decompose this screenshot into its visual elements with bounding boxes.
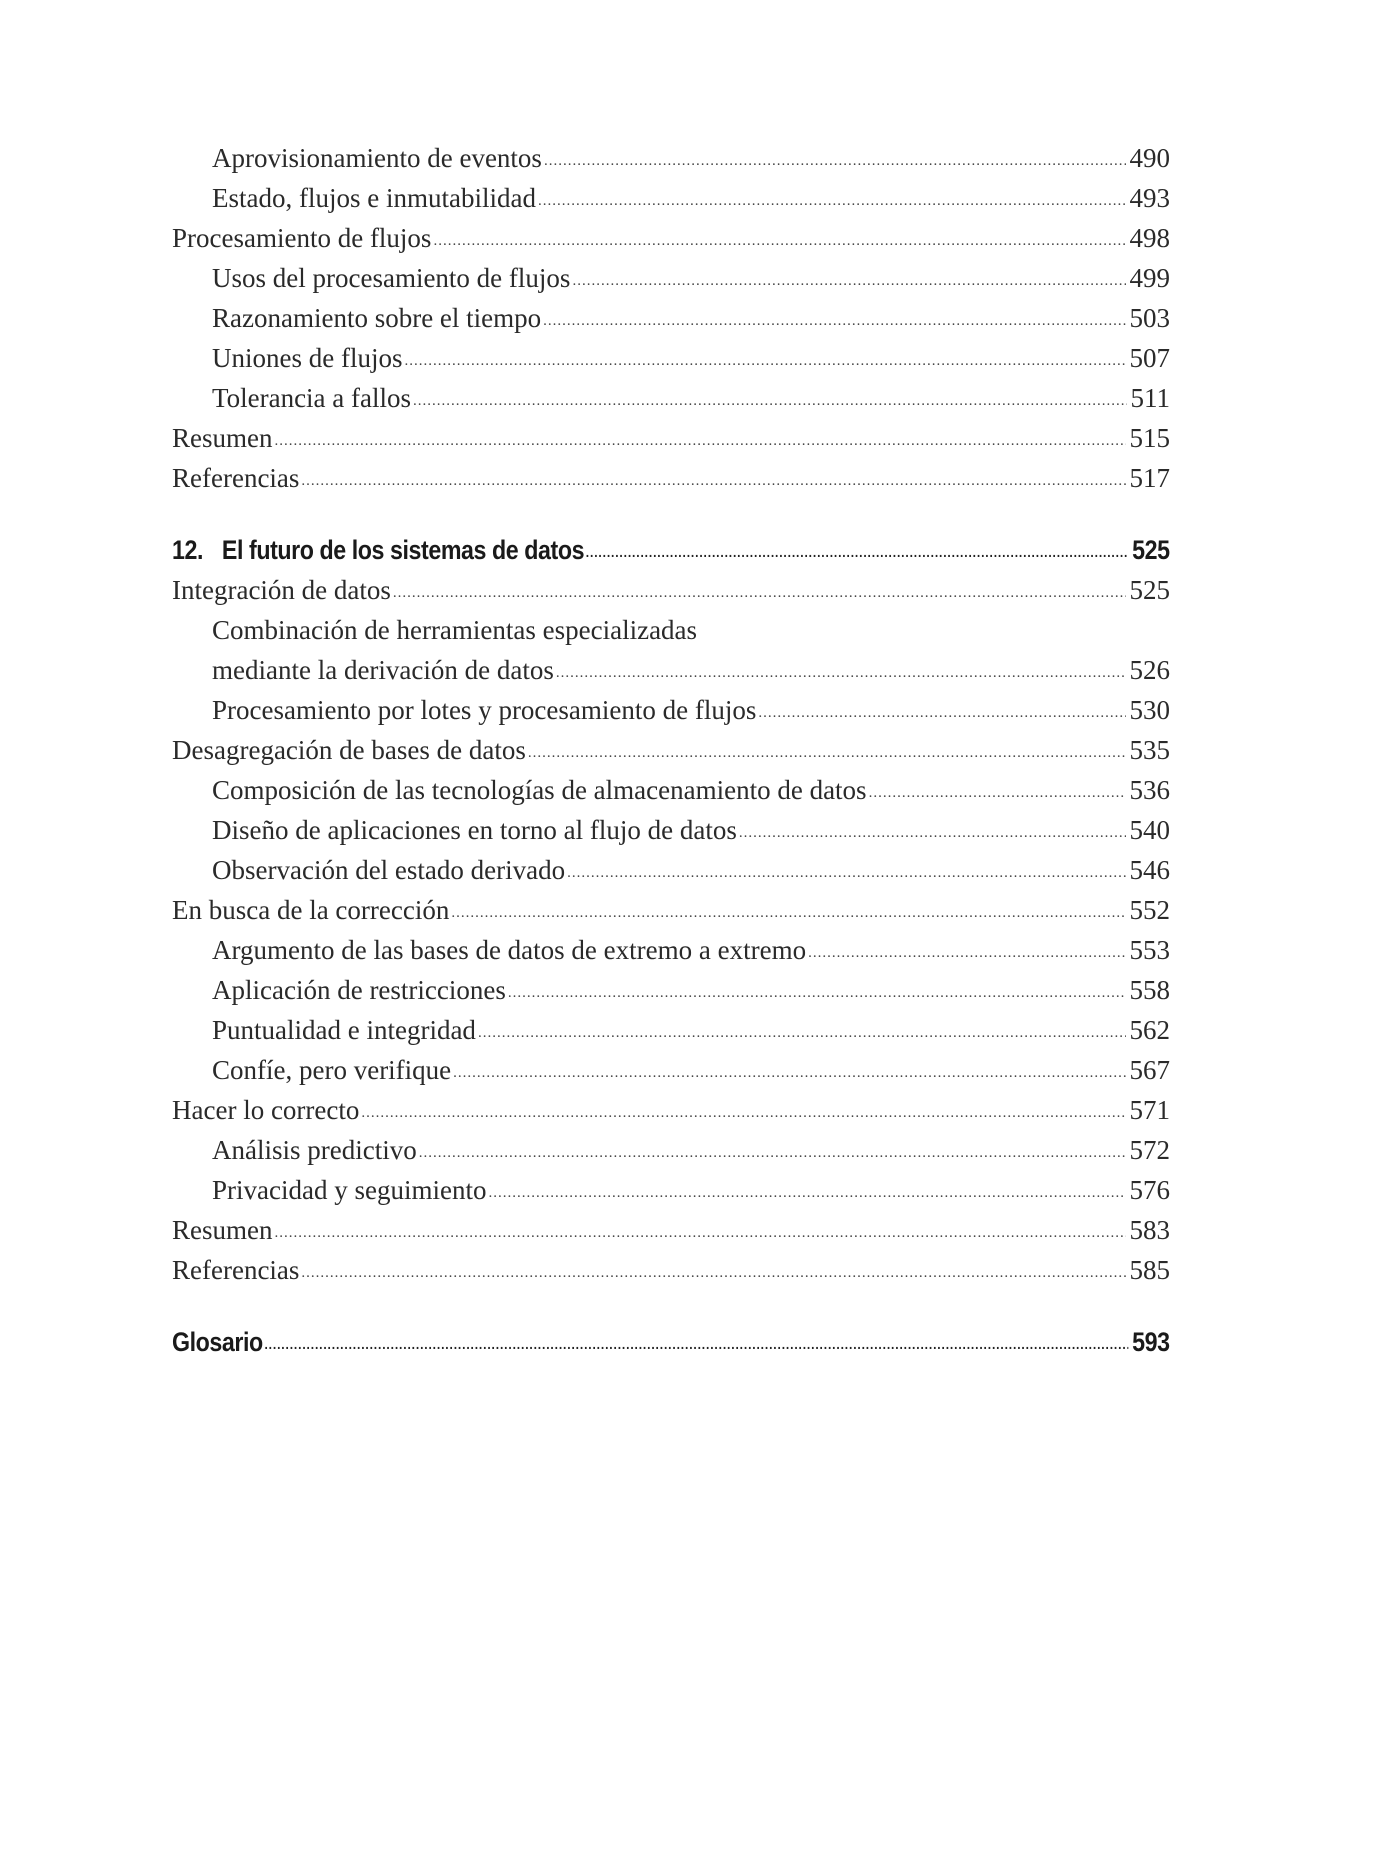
toc-entry-page-number: 540 — [1129, 815, 1170, 845]
toc-entry-page-number: 503 — [1129, 303, 1170, 333]
toc-entry-title: Aplicación de restricciones — [212, 975, 506, 1005]
toc-entry[interactable] — [172, 1010, 1170, 1050]
toc-entry-page-number: 571 — [1129, 1095, 1170, 1125]
glossary-page-number: 593 — [1132, 1327, 1170, 1357]
toc-entry[interactable] — [172, 730, 1170, 770]
toc-entry-title: Estado, flujos e inmutabilidad — [212, 183, 536, 213]
toc-entry[interactable] — [172, 178, 1170, 218]
leader-dots — [478, 1008, 1126, 1053]
toc-entry-page-number: 511 — [1130, 383, 1170, 413]
toc-entry[interactable] — [172, 418, 1170, 458]
toc-entry-page-number: 515 — [1129, 423, 1170, 453]
leader-dots — [275, 1208, 1126, 1253]
toc-entry-page-number: 535 — [1129, 735, 1170, 765]
toc-entry-title: Tolerancia a fallos — [212, 383, 412, 413]
toc-entry-title: Resumen — [172, 1215, 273, 1245]
toc-section-part2 — [172, 570, 1170, 1290]
toc-entry-page-number: 517 — [1129, 463, 1170, 493]
leader-dots — [264, 1320, 1128, 1364]
toc-entry[interactable] — [172, 810, 1170, 850]
toc-entry[interactable] — [172, 850, 1170, 890]
toc-entry-title: Uniones de flujos — [212, 343, 403, 373]
toc-entry-page-number: 490 — [1129, 143, 1170, 173]
toc-entry-title: Diseño de aplicaciones en torno al flujo de datos — [212, 815, 737, 845]
leader-dots — [544, 136, 1126, 181]
leader-dots — [275, 416, 1126, 461]
toc-entry-page-number: 552 — [1129, 895, 1170, 925]
toc-entry[interactable] — [172, 458, 1170, 498]
toc-section-part1 — [172, 138, 1170, 498]
toc-entry[interactable] — [172, 1170, 1170, 1210]
toc-entry-page-number: 530 — [1129, 695, 1170, 725]
leader-dots — [739, 808, 1126, 853]
leader-dots — [556, 648, 1126, 693]
toc-entry[interactable] — [172, 338, 1170, 378]
toc-entry-title: Privacidad y seguimiento — [212, 1175, 487, 1205]
toc-entry-title: Desagregación de bases de datos — [172, 735, 526, 765]
leader-dots — [567, 848, 1125, 893]
chapter-number: 12. — [172, 535, 204, 565]
leader-dots — [419, 1128, 1126, 1173]
toc-entry-page-number: 572 — [1129, 1135, 1170, 1165]
toc-entry-title: Resumen — [172, 423, 273, 453]
toc-entry-page-number: 562 — [1129, 1015, 1170, 1045]
chapter-page-number: 525 — [1132, 535, 1170, 565]
leader-dots — [301, 1248, 1125, 1293]
toc-entry-title: Argumento de las bases de datos de extremo a extremo — [212, 935, 807, 965]
toc-entry-page-number: 546 — [1129, 855, 1170, 885]
leader-dots — [543, 296, 1125, 341]
leader-dots — [361, 1088, 1125, 1133]
leader-dots — [528, 728, 1126, 773]
toc-entry-page-number: 585 — [1129, 1255, 1170, 1285]
toc-chapter-12[interactable] — [172, 530, 1170, 570]
leader-dots — [413, 376, 1126, 421]
toc-entry[interactable] — [172, 690, 1170, 730]
toc-entry[interactable] — [172, 570, 1170, 610]
toc-entry-title: Aprovisionamiento de eventos — [212, 143, 542, 173]
toc-entry-title: Análisis predictivo — [212, 1135, 417, 1165]
toc-entry-title: Composición de las tecnologías de almacenamiento de datos — [212, 775, 867, 805]
toc-entry-page-number: 567 — [1129, 1055, 1170, 1085]
toc-entry[interactable] — [172, 218, 1170, 258]
toc-entry-page-number: 558 — [1129, 975, 1170, 1005]
leader-dots — [538, 176, 1126, 221]
leader-dots — [433, 216, 1125, 261]
toc-entry-title: Usos del procesamiento de flujos — [212, 263, 571, 293]
chapter-title: El futuro de los sistemas de datos — [221, 535, 585, 565]
toc-entry-title: Combinación de herramientas especializadas — [212, 615, 698, 645]
toc-entry-title: Razonamiento sobre el tiempo — [212, 303, 542, 333]
toc-glossary[interactable] — [172, 1322, 1170, 1362]
toc-entry-page-number: 493 — [1129, 183, 1170, 213]
toc-entry-title: En busca de la corrección — [172, 895, 450, 925]
toc-entry[interactable] — [172, 378, 1170, 418]
toc-entry[interactable] — [172, 1210, 1170, 1250]
leader-dots — [453, 1048, 1125, 1093]
toc-entry[interactable] — [172, 610, 1170, 650]
toc-entry-page-number: 576 — [1129, 1175, 1170, 1205]
leader-dots — [393, 568, 1126, 613]
toc-entry-title: Puntualidad e integridad — [212, 1015, 476, 1045]
leader-dots — [869, 768, 1126, 813]
leader-dots — [572, 256, 1125, 301]
toc-entry-title: Hacer lo correcto — [172, 1095, 360, 1125]
toc-entry[interactable] — [172, 298, 1170, 338]
toc-entry[interactable] — [172, 1050, 1170, 1090]
toc-entry-title: Referencias — [172, 463, 300, 493]
toc-entry-page-number: 583 — [1129, 1215, 1170, 1245]
toc-entry-title: Integración de datos — [172, 575, 391, 605]
leader-dots — [508, 968, 1126, 1013]
toc-entry-title: Procesamiento por lotes y procesamiento de flujos — [212, 695, 757, 725]
toc-entry-title: Procesamiento de flujos — [172, 223, 432, 253]
toc-entry-title: Referencias — [172, 1255, 300, 1285]
toc-entry[interactable] — [172, 1130, 1170, 1170]
leader-dots — [758, 688, 1125, 733]
toc-entry[interactable] — [172, 930, 1170, 970]
toc-entry-page-number: 536 — [1129, 775, 1170, 805]
toc-entry-title: Confíe, pero verifique — [212, 1055, 452, 1085]
leader-dots — [808, 928, 1125, 973]
toc-entry-page-number: 526 — [1129, 655, 1170, 685]
toc-entry[interactable] — [172, 650, 1170, 690]
table-of-contents — [172, 138, 1170, 1362]
toc-entry[interactable] — [172, 890, 1170, 930]
toc-entry[interactable] — [172, 1250, 1170, 1290]
toc-entry[interactable] — [172, 1090, 1170, 1130]
toc-entry[interactable] — [172, 970, 1170, 1010]
leader-dots — [451, 888, 1125, 933]
leader-dots — [301, 456, 1125, 501]
toc-entry-title: Observación del estado derivado — [212, 855, 566, 885]
glossary-title: Glosario — [172, 1327, 263, 1357]
toc-entry[interactable] — [172, 770, 1170, 810]
leader-dots — [586, 528, 1129, 572]
toc-entry-page-number: 507 — [1129, 343, 1170, 373]
leader-dots — [488, 1168, 1125, 1213]
toc-entry-page-number: 553 — [1129, 935, 1170, 965]
toc-entry-page-number: 525 — [1129, 575, 1170, 605]
toc-entry[interactable] — [172, 258, 1170, 298]
toc-entry-title: mediante la derivación de datos — [212, 655, 554, 685]
toc-entry-page-number: 499 — [1129, 263, 1170, 293]
toc-entry[interactable] — [172, 138, 1170, 178]
toc-entry-page-number: 498 — [1129, 223, 1170, 253]
leader-dots — [404, 336, 1125, 381]
